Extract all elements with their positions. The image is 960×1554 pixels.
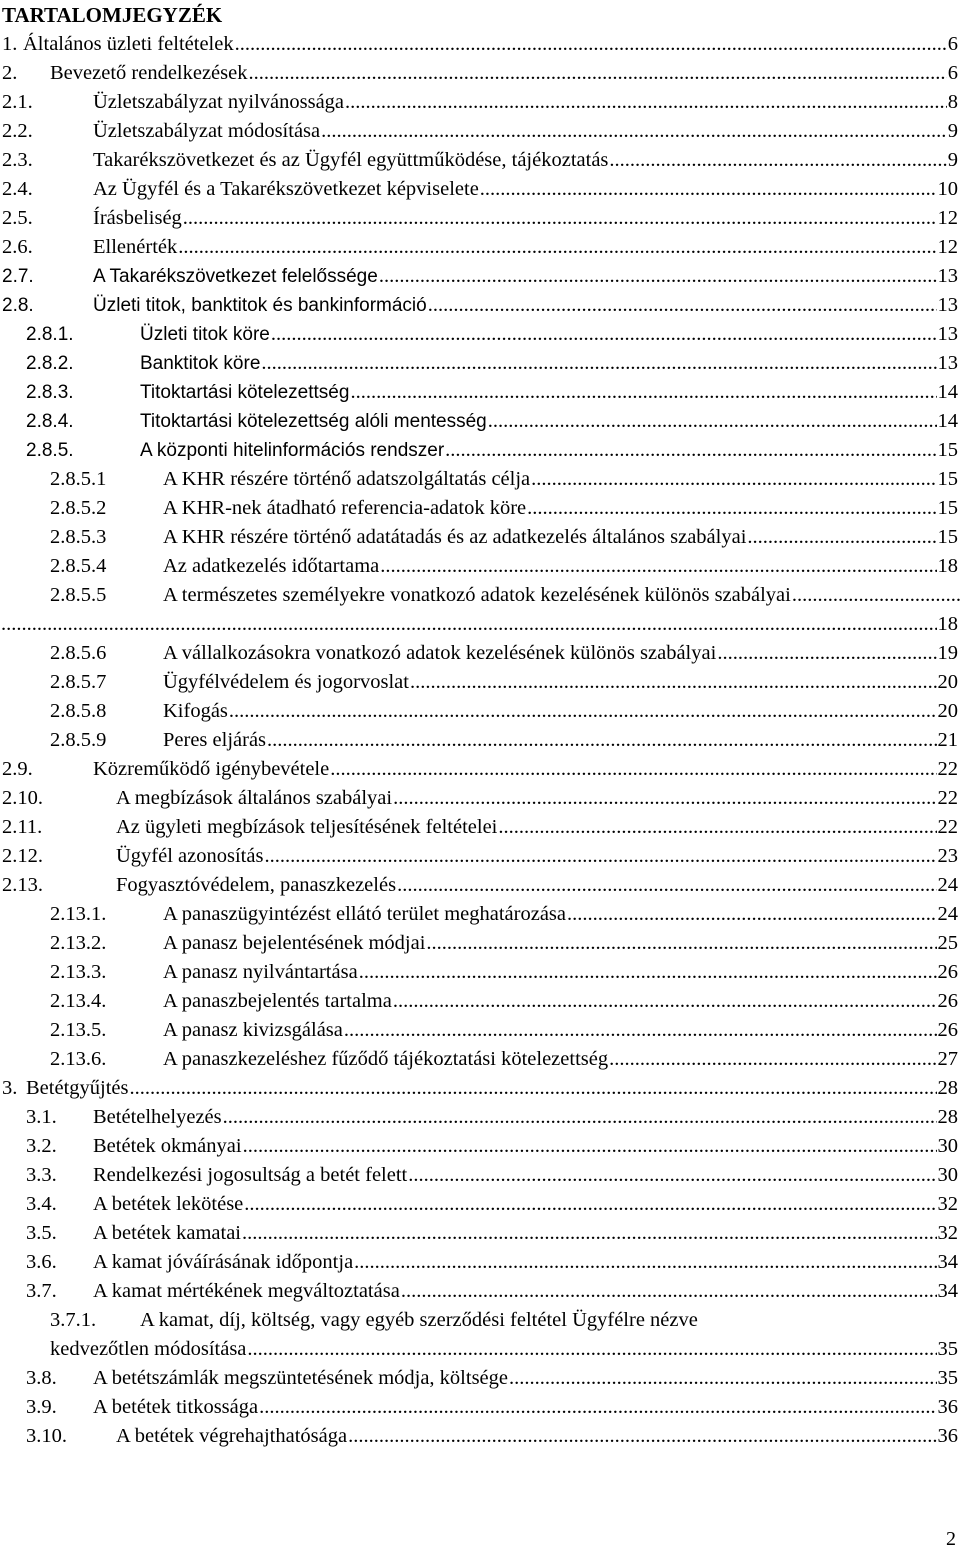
entry-page: 24 (937, 874, 958, 896)
toc-entry[interactable] (0, 1306, 958, 1364)
dot-leader (609, 146, 946, 175)
entry-number: 2.13.1. (50, 903, 107, 925)
toc-entry[interactable] (0, 59, 958, 88)
toc-entry[interactable] (0, 523, 958, 552)
entry-page: 26 (937, 961, 958, 983)
toc-entry[interactable] (0, 1190, 958, 1219)
toc-entry[interactable] (0, 929, 958, 958)
toc-entry[interactable] (0, 204, 958, 233)
toc-entry[interactable] (0, 291, 958, 320)
dot-leader (379, 262, 937, 291)
entry-page: 9 (947, 120, 958, 142)
entry-number: 3.5. (26, 1222, 57, 1244)
entry-title: A panasz kivizsgálása (163, 1019, 343, 1041)
dot-leader (426, 929, 936, 958)
entry-page: 32 (937, 1222, 958, 1244)
toc-entry[interactable] (0, 30, 958, 59)
entry-number: 2.8.1. (26, 324, 74, 345)
entry-page: 21 (937, 729, 958, 751)
entry-number: 3.10. (26, 1425, 67, 1447)
entry-number: 3.9. (26, 1396, 57, 1418)
dot-leader (401, 1277, 937, 1306)
toc-entry[interactable] (0, 1045, 958, 1074)
entry-number: 2.8.5.6 (50, 642, 107, 664)
toc-entry[interactable] (0, 668, 958, 697)
toc-entry[interactable] (0, 233, 958, 262)
toc-entry[interactable] (0, 88, 958, 117)
dot-leader (609, 1045, 936, 1074)
dot-leader (348, 1422, 936, 1451)
entry-page: 27 (937, 1048, 958, 1070)
entry-title: Üzleti titok, banktitok és bankinformáció (93, 295, 427, 316)
entry-title: A panasz bejelentésének módjai (163, 932, 426, 954)
entry-number: 3.8. (26, 1367, 57, 1389)
entry-number: 2.1. (2, 91, 33, 113)
entry-title: A megbízások általános szabályai (116, 787, 393, 809)
entry-title: Közreműködő igénybevétele (93, 758, 330, 780)
entry-page: 20 (937, 700, 958, 722)
entry-title: A panaszkezeléshez fűződő tájékoztatási kötelezettség (163, 1048, 609, 1070)
dot-leader (345, 88, 947, 117)
dot-leader (747, 523, 936, 552)
entry-number: 3.6. (26, 1251, 57, 1273)
entry-title: Írásbeliség (93, 207, 182, 229)
entry-number: 2.8.4. (26, 411, 74, 432)
dot-leader (242, 1219, 937, 1248)
entry-number: 2.8.5.7 (50, 671, 107, 693)
dot-leader (498, 813, 936, 842)
entry-number: 2.13.5. (50, 1019, 107, 1041)
toc-entry[interactable] (0, 320, 958, 349)
entry-title: Üzleti titok köre (140, 324, 270, 345)
entry-number: 2.8.5.2 (50, 497, 107, 519)
toc-entry[interactable] (0, 1422, 958, 1451)
entry-number: 2.13.4. (50, 990, 107, 1012)
entry-page: 35 (937, 1338, 958, 1360)
entry-number: 3.2. (26, 1135, 57, 1157)
entry-page: 32 (937, 1193, 958, 1215)
toc-entry[interactable] (0, 1277, 958, 1306)
entry-page: 35 (937, 1367, 958, 1389)
entry-number: 2.8. (2, 295, 34, 316)
entry-title: A kamat mértékének megváltoztatása (93, 1280, 400, 1302)
toc-entry[interactable] (0, 871, 958, 900)
toc-entry[interactable] (0, 378, 958, 407)
toc-entry[interactable] (0, 1219, 958, 1248)
entry-title: Az adatkezelés időtartama (163, 555, 380, 577)
toc-entry[interactable] (0, 349, 958, 378)
entry-title: A vállalkozásokra vonatkozó adatok kezelésének különös szabályai (163, 642, 717, 664)
dot-leader (344, 1016, 937, 1045)
dot-leader (235, 30, 947, 59)
dot-leader (178, 233, 936, 262)
entry-number: 2.3. (2, 149, 33, 171)
dot-leader (271, 320, 937, 349)
entry-title: Üzletszabályzat módosítása (93, 120, 321, 142)
entry-page: 22 (937, 816, 958, 838)
entry-title: Ellenérték (93, 236, 178, 258)
dot-leader (792, 581, 960, 610)
entry-title: Titoktartási kötelezettség (140, 382, 350, 403)
entry-number: 2.8.5. (26, 440, 74, 461)
entry-number: 2.13.6. (50, 1048, 107, 1070)
dot-leader (1, 610, 937, 639)
toc-entry[interactable] (0, 175, 958, 204)
dot-leader (480, 175, 937, 204)
entry-page: 25 (937, 932, 958, 954)
toc-entry[interactable] (0, 494, 958, 523)
toc-entry[interactable] (0, 1074, 958, 1103)
entry-number: 2.8.5.3 (50, 526, 107, 548)
entry-title: Banktitok köre (140, 353, 261, 374)
entry-page: 19 (937, 642, 958, 664)
entry-page: 28 (937, 1077, 958, 1099)
entry-title: A panaszbejelentés tartalma (163, 990, 392, 1012)
entry-title-line1: A kamat, díj, költség, vagy egyéb szerződési feltétel Ügyfélre nézve (140, 1309, 698, 1331)
entry-number: 2.8.5.9 (50, 729, 107, 751)
toc-entry[interactable] (0, 1132, 958, 1161)
entry-page: 15 (937, 526, 958, 548)
toc-entry[interactable] (0, 1393, 958, 1422)
entry-page: 34 (937, 1280, 958, 1302)
entry-number: 2.8.5.1 (50, 468, 107, 490)
toc-entry[interactable] (0, 639, 958, 668)
entry-page: 13 (937, 294, 958, 316)
dot-leader (261, 349, 936, 378)
entry-number: 2.9. (2, 758, 33, 780)
entry-page: 14 (937, 381, 958, 403)
toc-entry[interactable] (0, 1248, 958, 1277)
entry-number: 1. (2, 33, 18, 55)
toc-entry[interactable] (0, 987, 958, 1016)
entry-page: 26 (937, 1019, 958, 1041)
entry-page: 24 (937, 903, 958, 925)
entry-title: Peres eljárás (163, 729, 267, 751)
dot-leader (248, 59, 946, 88)
entry-title: A betétek titkossága (93, 1396, 259, 1418)
toc-entry[interactable] (0, 726, 958, 755)
dot-leader (183, 204, 937, 233)
entry-number: 2.10. (2, 787, 43, 809)
toc-entry[interactable] (0, 784, 958, 813)
entry-page: 20 (937, 671, 958, 693)
entry-page: 18 (937, 613, 958, 635)
entry-title: Általános üzleti feltételek (23, 33, 234, 55)
entry-page: 13 (937, 352, 958, 374)
toc-entry[interactable] (0, 436, 958, 465)
dot-leader (264, 842, 936, 871)
dot-leader (567, 900, 937, 929)
entry-title: A betétek lekötése (93, 1193, 244, 1215)
dot-leader (410, 668, 937, 697)
entry-title: Kifogás (163, 700, 228, 722)
toc-entry[interactable] (0, 581, 958, 639)
entry-title: A KHR részére történő adatátadás és az adatkezelés általános szabályai (163, 526, 747, 548)
entry-page: 28 (937, 1106, 958, 1128)
entry-number: 2.2. (2, 120, 33, 142)
entry-page: 22 (937, 758, 958, 780)
toc-entry[interactable] (0, 813, 958, 842)
toc-entry[interactable] (0, 755, 958, 784)
dot-leader (354, 1248, 936, 1277)
entry-page: 26 (937, 990, 958, 1012)
entry-page: 12 (937, 236, 958, 258)
entry-title: A központi hitelinformációs rendszer (140, 440, 445, 461)
entry-number: 3.1. (26, 1106, 57, 1128)
toc-heading: TARTALOMJEGYZÉK (2, 3, 223, 27)
entry-title: A betétek kamatai (93, 1222, 241, 1244)
entry-page: 30 (937, 1164, 958, 1186)
entry-number: 2.11. (2, 816, 43, 838)
dot-leader (223, 1103, 937, 1132)
toc-entry[interactable] (0, 842, 958, 871)
entry-page: 18 (937, 555, 958, 577)
entry-page: 9 (947, 149, 958, 171)
dot-leader (229, 697, 937, 726)
toc-entry[interactable] (0, 552, 958, 581)
entry-number: 2.8.5.8 (50, 700, 107, 722)
dot-leader (428, 291, 937, 320)
entry-number: 2.7. (2, 266, 34, 287)
entry-title: A KHR-nek átadható referencia-adatok köre (163, 497, 527, 519)
toc-entry[interactable] (0, 407, 958, 436)
entry-page: 36 (937, 1425, 958, 1447)
dot-leader (393, 987, 937, 1016)
toc-entry[interactable] (0, 1016, 958, 1045)
entry-number: 2.4. (2, 178, 33, 200)
entry-number: 3. (2, 1077, 18, 1099)
entry-page: 13 (937, 265, 958, 287)
entry-title: Betétek okmányai (93, 1135, 242, 1157)
entry-number: 3.7.1. (50, 1309, 97, 1331)
entry-title: Takarékszövetkezet és az Ügyfél együttműködése, tájékoztatás (93, 149, 609, 171)
dot-leader (531, 465, 936, 494)
entry-title: Ügyfélvédelem és jogorvoslat (163, 671, 409, 693)
entry-page: 12 (937, 207, 958, 229)
entry-title: Betétgyűjtés (26, 1077, 129, 1099)
entry-page: 6 (947, 33, 958, 55)
entry-title: A természetes személyekre vonatkozó adatok kezelésének különös szabályai (163, 584, 791, 606)
toc-entry[interactable] (0, 117, 958, 146)
entry-title: Fogyasztóvédelem, panaszkezelés (116, 874, 397, 896)
dot-leader (408, 1161, 936, 1190)
toc-entry[interactable] (0, 697, 958, 726)
dot-leader (397, 871, 936, 900)
entry-title: A Takarékszövetkezet felelőssége (93, 266, 378, 287)
entry-number: 2.12. (2, 845, 43, 867)
entry-title: Ügyfél azonosítás (116, 845, 264, 867)
entry-number: 2.8.2. (26, 353, 74, 374)
entry-number: 2.8.5.5 (50, 584, 107, 606)
dot-leader (259, 1393, 936, 1422)
dot-leader (267, 726, 936, 755)
entry-number: 2.5. (2, 207, 33, 229)
dot-leader (321, 117, 947, 146)
dot-leader (509, 1364, 937, 1393)
entry-number: 3.3. (26, 1164, 57, 1186)
entry-title: Az Ügyfél és a Takarékszövetkezet képviselete (93, 178, 479, 200)
entry-page: 6 (947, 62, 958, 84)
entry-page: 14 (937, 410, 958, 432)
dot-leader (393, 784, 936, 813)
entry-page: 22 (937, 787, 958, 809)
dot-leader (527, 494, 936, 523)
page-number: 2 (946, 1528, 956, 1550)
entry-title: A panasz nyilvántartása (163, 961, 358, 983)
toc-entry[interactable] (0, 146, 958, 175)
dot-leader (350, 378, 936, 407)
entry-title: Rendelkezési jogosultság a betét felett (93, 1164, 408, 1186)
entry-page: 23 (937, 845, 958, 867)
toc-entry[interactable] (0, 1364, 958, 1393)
entry-title: Az ügyleti megbízások teljesítésének feltételei (116, 816, 498, 838)
entry-title: A KHR részére történő adatszolgáltatás célja (163, 468, 531, 490)
entry-number: 2.8.5.4 (50, 555, 107, 577)
entry-page: 15 (937, 468, 958, 490)
toc-entry[interactable] (0, 900, 958, 929)
dot-leader (244, 1190, 936, 1219)
dot-leader (488, 407, 937, 436)
entry-title-line2: kedvezőtlen módosítása (50, 1338, 247, 1360)
entry-title: Titoktartási kötelezettség alóli mentesség (140, 411, 487, 432)
toc-entry[interactable] (0, 1103, 958, 1132)
dot-leader (243, 1132, 937, 1161)
entry-title: A kamat jóváírásának időpontja (93, 1251, 354, 1273)
entry-title: A betétek végrehajthatósága (116, 1425, 348, 1447)
entry-number: 3.4. (26, 1193, 57, 1215)
entry-title: Üzletszabályzat nyilvánossága (93, 91, 345, 113)
entry-page: 13 (937, 323, 958, 345)
toc-entry[interactable] (0, 465, 958, 494)
entry-page: 36 (937, 1396, 958, 1418)
dot-leader (359, 958, 937, 987)
entry-title: A panaszügyintézést ellátó terület meghatározása (163, 903, 566, 925)
dot-leader (330, 755, 936, 784)
entry-number: 2.13. (2, 874, 43, 896)
entry-number: 2. (2, 62, 18, 84)
entry-number: 2.13.3. (50, 961, 107, 983)
entry-page: 15 (937, 497, 958, 519)
entry-page: 15 (937, 439, 958, 461)
dot-leader (445, 436, 936, 465)
dot-leader (717, 639, 936, 668)
entry-page: 30 (937, 1135, 958, 1157)
entry-page: 8 (947, 91, 958, 113)
toc-entry[interactable] (0, 262, 958, 291)
dot-leader (380, 552, 936, 581)
entry-number: 2.6. (2, 236, 33, 258)
entry-number: 2.13.2. (50, 932, 107, 954)
toc-entry[interactable] (0, 1161, 958, 1190)
entry-title: Bevezető rendelkezések (50, 62, 248, 84)
dot-leader (247, 1335, 936, 1364)
entry-title: Betételhelyezés (93, 1106, 222, 1128)
entry-number: 3.7. (26, 1280, 57, 1302)
dot-leader (129, 1074, 936, 1103)
entry-title: A betétszámlák megszüntetésének módja, költsége (93, 1367, 508, 1389)
toc-entry[interactable] (0, 958, 958, 987)
entry-number: 2.8.3. (26, 382, 74, 403)
entry-page: 10 (937, 178, 958, 200)
entry-page: 34 (937, 1251, 958, 1273)
